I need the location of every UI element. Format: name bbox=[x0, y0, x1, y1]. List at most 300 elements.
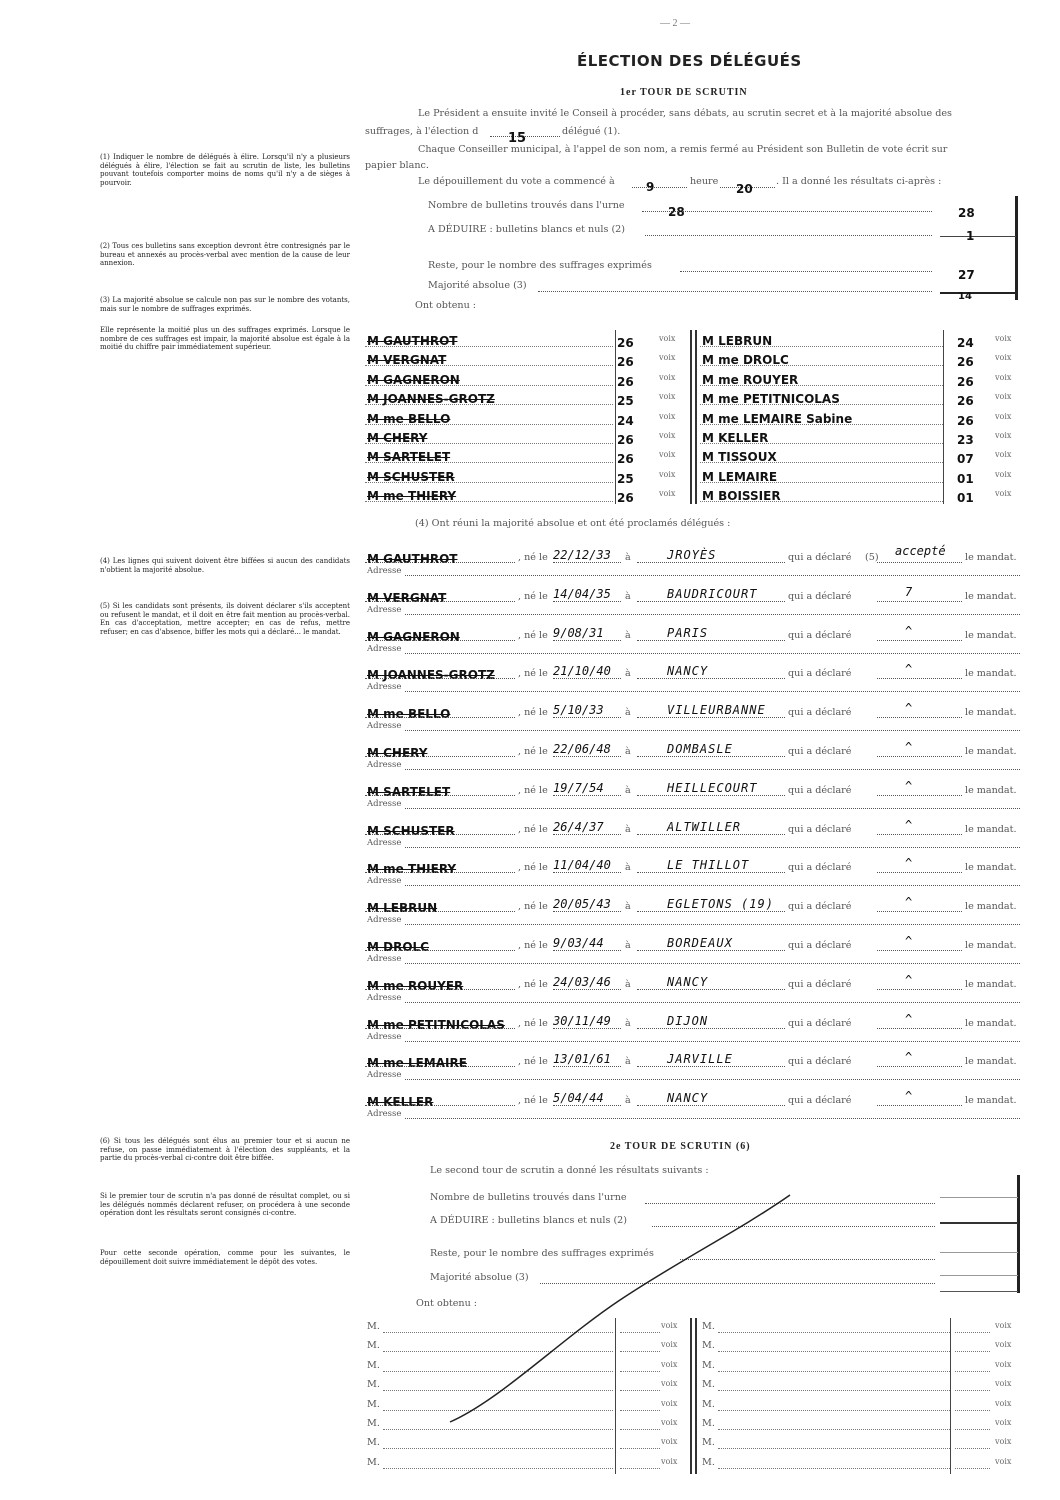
elected-name: M VERGNAT bbox=[367, 590, 447, 605]
count-start-label: Le dépouillement du vote a commencé à bbox=[418, 176, 615, 187]
ballots-value: 28 bbox=[958, 206, 975, 220]
place-line bbox=[637, 989, 785, 990]
declaration-line bbox=[877, 601, 962, 602]
candidate-name: M me PETITNICOLAS bbox=[702, 392, 840, 407]
elected-name: M CHERY bbox=[367, 746, 428, 760]
results-box bbox=[940, 196, 1018, 300]
address-label: Adresse bbox=[367, 566, 402, 576]
mandate-label: le mandat. bbox=[965, 1017, 1017, 1029]
candidate-votes: 26 bbox=[617, 336, 634, 350]
birth-date: 11/04/40 bbox=[553, 858, 611, 873]
declared-label: qui a déclaré bbox=[788, 1095, 852, 1107]
born-label: , né le bbox=[518, 1095, 548, 1107]
place-line bbox=[637, 795, 785, 796]
candidate-name: M CHERY bbox=[367, 431, 428, 445]
round2-results-box bbox=[940, 1175, 1020, 1293]
address-line bbox=[405, 1079, 1020, 1080]
address-label: Adresse bbox=[367, 1070, 402, 1081]
candidate-name: M SCHUSTER bbox=[367, 469, 455, 484]
voix-label: voix bbox=[995, 1456, 1012, 1466]
declaration-line bbox=[877, 872, 962, 873]
round2-m-label: M. bbox=[702, 1456, 715, 1468]
dob-line bbox=[553, 950, 621, 951]
round2-deduct-label: A DÉDUIRE : bulletins blancs et nuls (2) bbox=[430, 1215, 628, 1226]
birth-place: JARVILLE bbox=[667, 1052, 733, 1067]
round2-expressed-label: Reste, pour le nombre des suffrages exprimés bbox=[430, 1248, 654, 1259]
declaration: ^ bbox=[905, 934, 913, 948]
candidate-name: M me THIERY bbox=[367, 489, 457, 504]
declared-label: qui a déclaré bbox=[788, 629, 852, 641]
elected-row bbox=[365, 540, 1020, 578]
candidate-votes: 01 bbox=[957, 491, 974, 506]
mandate-label: le mandat. bbox=[965, 1095, 1017, 1107]
declared-label: qui a déclaré bbox=[788, 1017, 852, 1029]
voix-label: voix bbox=[659, 431, 676, 440]
name-line bbox=[365, 1105, 515, 1106]
declaration: ^ bbox=[905, 701, 913, 716]
birth-place: PARIS bbox=[667, 625, 709, 640]
address-line bbox=[405, 653, 1020, 654]
candidate-votes: 24 bbox=[617, 413, 634, 428]
declaration: ^ bbox=[905, 623, 913, 638]
page-title: ÉLECTION DES DÉLÉGUÉS bbox=[577, 52, 802, 70]
mandate-label: le mandat. bbox=[965, 978, 1017, 990]
voix-label: voix bbox=[995, 1321, 1012, 1330]
intro-line-4: papier blanc. bbox=[365, 160, 429, 171]
voix-label: voix bbox=[661, 1340, 678, 1350]
note-6b: Si le premier tour de scrutin n'a pas donné de résultat complet, ou si les délégués nommés déclarent refuser, on procédera à une seconde opération dont les résultats seront consignés ci-contre. bbox=[100, 1192, 350, 1218]
elected-row bbox=[365, 850, 1020, 888]
birth-place: JROYÈS bbox=[667, 548, 717, 562]
born-label: , né le bbox=[518, 1017, 548, 1029]
candidate-name: M GAUTHROT bbox=[367, 334, 458, 348]
candidate-name: M KELLER bbox=[702, 431, 769, 445]
born-label: , né le bbox=[518, 668, 548, 680]
voix-label: voix bbox=[661, 1359, 678, 1369]
voix-label: voix bbox=[995, 411, 1012, 421]
voix-label: voix bbox=[659, 450, 676, 460]
candidate-votes: 23 bbox=[957, 433, 974, 447]
declared-label: qui a déclaré bbox=[788, 552, 852, 563]
name-line bbox=[365, 717, 515, 718]
candidate-votes: 01 bbox=[957, 471, 974, 486]
proclaimed-label: (4) Ont réuni la majorité absolue et ont été proclamés délégués : bbox=[415, 518, 731, 529]
round2-m-label: M. bbox=[702, 1418, 715, 1429]
mandate-label: le mandat. bbox=[965, 784, 1017, 796]
intro-line-2b: délégué (1). bbox=[562, 126, 621, 137]
place-line bbox=[637, 640, 785, 641]
address-label: Adresse bbox=[367, 682, 402, 693]
mandate-label: le mandat. bbox=[965, 552, 1017, 563]
name-line bbox=[365, 950, 515, 951]
birth-place: DIJON bbox=[667, 1013, 709, 1028]
count-start-tail: . Il a donné les résultats ci-après : bbox=[776, 176, 942, 187]
candidate-votes: 26 bbox=[617, 374, 634, 389]
born-label: , né le bbox=[518, 978, 548, 990]
candidate-votes: 25 bbox=[617, 394, 634, 409]
voix-label: voix bbox=[661, 1379, 678, 1389]
candidate-name: M me BELLO bbox=[367, 411, 451, 426]
elected-list bbox=[365, 540, 1020, 1130]
born-label: , né le bbox=[518, 629, 548, 641]
born-label: , né le bbox=[518, 823, 548, 835]
round2-m-label: M. bbox=[702, 1437, 715, 1449]
mandate-label: le mandat. bbox=[965, 862, 1017, 874]
address-line bbox=[405, 691, 1020, 692]
mandate-label: le mandat. bbox=[965, 746, 1017, 757]
born-label: , né le bbox=[518, 552, 548, 563]
round2-vote-line bbox=[955, 1332, 990, 1333]
born-label: , né le bbox=[518, 940, 548, 951]
obtained-label: Ont obtenu : bbox=[415, 300, 477, 311]
ballots-label: Nombre de bulletins trouvés dans l'urne bbox=[428, 200, 625, 211]
declaration-line bbox=[877, 834, 962, 835]
candidate-votes: 26 bbox=[957, 355, 974, 370]
round2-ballots-label: Nombre de bulletins trouvés dans l'urne bbox=[430, 1192, 627, 1203]
elected-name: M LEBRUN bbox=[367, 901, 438, 916]
at-label: à bbox=[625, 823, 631, 835]
note-4: (4) Les lignes qui suivent doivent être biffées si aucun des candidats n'obtient la majorité absolue. bbox=[100, 557, 350, 574]
voix-label: voix bbox=[995, 1398, 1012, 1408]
round2-vote-line bbox=[955, 1351, 990, 1352]
elected-row bbox=[365, 1083, 1020, 1121]
at-label: à bbox=[625, 552, 631, 563]
note-5: (5) Si les candidats sont présents, ils doivent déclarer s'ils acceptent ou refusent le mandat, et il doit en être fait mention au procès-verbal. En cas d'acceptation, mettre accepter; en cas de refus, mettre refuser; en cas d'absence, biffer les mots qui a déclaré... le mandat. bbox=[100, 602, 350, 636]
round2-row-line bbox=[383, 1468, 613, 1469]
elected-name: M SARTELET bbox=[367, 784, 451, 799]
voix-label: voix bbox=[659, 489, 676, 499]
round2-row-line bbox=[718, 1448, 950, 1449]
declaration: ^ bbox=[905, 1089, 913, 1104]
name-line bbox=[365, 989, 515, 990]
round2-m-label: M. bbox=[367, 1321, 380, 1332]
declaration: ^ bbox=[905, 1050, 913, 1065]
round2-m-label: M. bbox=[367, 1437, 380, 1449]
name-line bbox=[365, 601, 515, 602]
candidate-votes: 26 bbox=[617, 452, 634, 467]
page-number: — 2 — bbox=[660, 18, 690, 29]
place-line bbox=[637, 1066, 785, 1067]
voix-label: voix bbox=[661, 1456, 678, 1466]
hour-label: heure bbox=[690, 176, 719, 187]
address-label: Adresse bbox=[367, 837, 402, 848]
elected-row bbox=[365, 812, 1020, 850]
mandate-label: le mandat. bbox=[965, 940, 1017, 951]
round2-m-label: M. bbox=[702, 1359, 715, 1371]
name-line bbox=[365, 640, 515, 641]
center-rule-2 bbox=[695, 330, 697, 504]
birth-date: 9/08/31 bbox=[553, 625, 604, 640]
name-line bbox=[365, 1028, 515, 1029]
place-line bbox=[637, 1028, 785, 1029]
dob-line bbox=[553, 989, 621, 990]
birth-date: 24/03/46 bbox=[553, 974, 611, 989]
address-label: Adresse bbox=[367, 798, 402, 809]
elected-row bbox=[365, 656, 1020, 694]
candidate-votes: 26 bbox=[617, 355, 634, 370]
elected-name: M me PETITNICOLAS bbox=[367, 1017, 505, 1032]
name-line bbox=[365, 562, 515, 563]
center-rule-1 bbox=[690, 330, 692, 504]
elected-name: M GAUTHROT bbox=[367, 552, 458, 566]
dob-line bbox=[553, 756, 621, 757]
round2-vote-line bbox=[955, 1429, 990, 1430]
birth-date: 13/01/61 bbox=[553, 1052, 611, 1067]
place-line bbox=[637, 756, 785, 757]
birth-date: 14/04/35 bbox=[553, 586, 611, 601]
place-line bbox=[637, 717, 785, 718]
candidate-votes: 24 bbox=[957, 336, 974, 350]
minute-value: 20 bbox=[736, 182, 753, 196]
mandate-label: le mandat. bbox=[965, 590, 1017, 602]
place-line bbox=[637, 872, 785, 873]
dob-line bbox=[553, 1066, 621, 1067]
dob-line bbox=[553, 834, 621, 835]
at-label: à bbox=[625, 590, 631, 602]
address-line bbox=[405, 769, 1020, 770]
round2-vote-line bbox=[955, 1468, 990, 1469]
mandate-label: le mandat. bbox=[965, 901, 1017, 913]
ballots-line bbox=[642, 211, 932, 212]
expressed-label: Reste, pour le nombre des suffrages exprimés bbox=[428, 260, 652, 271]
elected-row bbox=[365, 695, 1020, 733]
elected-row bbox=[365, 1044, 1020, 1082]
round2-vote-line bbox=[955, 1410, 990, 1411]
voix-label: voix bbox=[661, 1398, 678, 1408]
declaration: ^ bbox=[905, 895, 913, 910]
round2-vote-line bbox=[620, 1448, 660, 1449]
round2-row-line bbox=[383, 1448, 613, 1449]
majority-label: Majorité absolue (3) bbox=[428, 280, 527, 291]
elected-name: M DROLC bbox=[367, 940, 429, 954]
dob-line bbox=[553, 795, 621, 796]
candidate-name: M me ROUYER bbox=[702, 372, 799, 387]
majority-value: 14 bbox=[958, 291, 972, 302]
birth-place: NANCY bbox=[667, 974, 709, 989]
place-line bbox=[637, 601, 785, 602]
round2-m-label: M. bbox=[702, 1398, 715, 1410]
round2-m-label: M. bbox=[367, 1359, 380, 1371]
elected-row bbox=[365, 889, 1020, 927]
hour-line bbox=[632, 187, 687, 188]
address-line bbox=[405, 1002, 1020, 1003]
address-label: Adresse bbox=[367, 954, 402, 964]
deduct-value: 1 bbox=[966, 229, 975, 243]
declaration-line bbox=[877, 717, 962, 718]
intro-line-3: Chaque Conseiller municipal, à l'appel de son nom, a remis fermé au Président son Bulletin de vote écrit sur bbox=[418, 144, 948, 155]
name-line bbox=[365, 834, 515, 835]
declaration: ^ bbox=[905, 740, 913, 754]
declared-label: qui a déclaré bbox=[788, 707, 852, 719]
elected-name: M SCHUSTER bbox=[367, 823, 455, 838]
voix-label: voix bbox=[659, 469, 676, 479]
voix-label: voix bbox=[995, 431, 1012, 440]
voix-label: voix bbox=[659, 411, 676, 421]
voix-label: voix bbox=[661, 1321, 678, 1330]
place-line bbox=[637, 911, 785, 912]
dob-line bbox=[553, 911, 621, 912]
birth-date: 22/12/33 bbox=[553, 548, 611, 562]
birth-place: EGLETONS (19) bbox=[667, 897, 774, 912]
mandate-label: le mandat. bbox=[965, 629, 1017, 641]
voix-label: voix bbox=[995, 1359, 1012, 1369]
left-votes-rule bbox=[615, 330, 616, 504]
round2-m-label: M. bbox=[702, 1321, 715, 1332]
birth-date: 20/05/43 bbox=[553, 897, 611, 912]
note-6a: (6) Si tous les délégués sont élus au premier tour et si aucun ne refuse, on passe immédiatement à l'élection des suppléants, et la partie du procès-verbal ci-contre doit être biffée. bbox=[100, 1137, 350, 1163]
born-label: , né le bbox=[518, 707, 548, 719]
address-line bbox=[405, 924, 1020, 925]
name-line bbox=[365, 911, 515, 912]
round2-vote-line bbox=[955, 1448, 990, 1449]
round2-m-label: M. bbox=[702, 1340, 715, 1352]
declared-label: qui a déclaré bbox=[788, 668, 852, 680]
declared-ref: (5) bbox=[865, 552, 879, 563]
round2-m-label: M. bbox=[702, 1379, 715, 1391]
at-label: à bbox=[625, 940, 631, 951]
ballots-inline: 28 bbox=[668, 205, 685, 219]
declaration: ^ bbox=[905, 778, 913, 793]
birth-place: DOMBASLE bbox=[667, 742, 733, 756]
at-label: à bbox=[625, 707, 631, 719]
declared-label: qui a déclaré bbox=[788, 746, 852, 757]
address-line bbox=[405, 963, 1020, 964]
candidate-name: M TISSOUX bbox=[702, 450, 777, 465]
expressed-line bbox=[680, 271, 932, 272]
birth-date: 9/03/44 bbox=[553, 936, 604, 950]
candidate-votes: 26 bbox=[957, 413, 974, 428]
birth-place: VILLEURBANNE bbox=[667, 703, 766, 718]
declared-label: qui a déclaré bbox=[788, 1056, 852, 1068]
at-label: à bbox=[625, 901, 631, 913]
born-label: , né le bbox=[518, 862, 548, 874]
declaration-line bbox=[877, 756, 962, 757]
at-label: à bbox=[625, 862, 631, 874]
name-line bbox=[365, 1066, 515, 1067]
elected-row bbox=[365, 928, 1020, 966]
elected-name: M GAGNERON bbox=[367, 629, 460, 644]
dob-line bbox=[553, 872, 621, 873]
intro-line-1: Le Président a ensuite invité le Conseil à procéder, sans débats, au scrutin secret et à la majorité absolue des bbox=[418, 108, 952, 119]
round2-m-label: M. bbox=[367, 1379, 380, 1391]
note-3a: (3) La majorité absolue se calcule non pas sur le nombre des votants, mais sur le nombre de suffrages exprimés. bbox=[100, 296, 350, 313]
voix-label: voix bbox=[995, 469, 1012, 479]
declaration: ^ bbox=[905, 856, 913, 871]
birth-place: LE THILLOT bbox=[667, 858, 750, 873]
voix-label: voix bbox=[995, 372, 1012, 382]
note-3b: Elle représente la moitié plus un des suffrages exprimés. Lorsque le nombre de ces suffrages est impair, la majorité absolue est égale à la moitié du chiffre pair immédiatement supérieur. bbox=[100, 326, 350, 352]
voix-label: voix bbox=[659, 353, 676, 363]
declared-label: qui a déclaré bbox=[788, 784, 852, 796]
right-votes-rule bbox=[943, 330, 944, 504]
elected-name: M me THIERY bbox=[367, 862, 457, 877]
birth-place: BAUDRICOURT bbox=[667, 586, 758, 601]
voix-label: voix bbox=[661, 1437, 678, 1447]
declaration-line bbox=[877, 1105, 962, 1106]
at-label: à bbox=[625, 1017, 631, 1029]
birth-date: 30/11/49 bbox=[553, 1013, 611, 1028]
deduct-line bbox=[645, 235, 932, 236]
place-line bbox=[637, 562, 785, 563]
candidate-votes: 26 bbox=[617, 433, 634, 447]
elected-name: M JOANNES-GROTZ bbox=[367, 668, 495, 683]
at-label: à bbox=[625, 978, 631, 990]
dob-line bbox=[553, 601, 621, 602]
candidate-name: M JOANNES-GROTZ bbox=[367, 392, 495, 407]
round2-m-label: M. bbox=[367, 1398, 380, 1410]
born-label: , né le bbox=[518, 1056, 548, 1068]
declaration-line bbox=[877, 950, 962, 951]
name-line bbox=[365, 795, 515, 796]
voix-label: voix bbox=[995, 353, 1012, 363]
declaration: ^ bbox=[905, 1011, 913, 1026]
round2-obtained-label: Ont obtenu : bbox=[416, 1298, 478, 1309]
note-2: (2) Tous ces bulletins sans exception devront être contresignés par le bureau et annexés au procès-verbal avec mention de la cause de leur annexion. bbox=[100, 242, 350, 268]
candidate-name: M me DROLC bbox=[702, 353, 789, 368]
voix-label: voix bbox=[995, 489, 1012, 499]
intro-line-2a: suffrages, à l'élection d bbox=[365, 126, 479, 137]
round2-heading: 2e TOUR DE SCRUTIN (6) bbox=[610, 1141, 751, 1152]
address-line bbox=[405, 614, 1020, 615]
dob-line bbox=[553, 717, 621, 718]
candidate-votes: 26 bbox=[617, 491, 634, 506]
candidate-name: M me LEMAIRE Sabine bbox=[702, 411, 853, 426]
at-label: à bbox=[625, 1056, 631, 1068]
delegates-count: 15 bbox=[508, 131, 527, 146]
elected-row bbox=[365, 734, 1020, 772]
declaration-line bbox=[877, 989, 962, 990]
voix-label: voix bbox=[995, 334, 1012, 343]
elected-name: M me BELLO bbox=[367, 707, 451, 722]
round2-m-label: M. bbox=[367, 1456, 380, 1468]
birth-date: 26/4/37 bbox=[553, 819, 604, 834]
birth-place: NANCY bbox=[667, 664, 709, 679]
address-line bbox=[405, 575, 1020, 576]
birth-date: 19/7/54 bbox=[553, 780, 604, 795]
declared-label: qui a déclaré bbox=[788, 940, 852, 951]
elected-row bbox=[365, 773, 1020, 811]
note-6c: Pour cette seconde opération, comme pour les suivantes, le dépouillement doit suivre immédiatement le dépôt des votes. bbox=[100, 1249, 350, 1266]
voix-label: voix bbox=[995, 392, 1012, 402]
declaration: ^ bbox=[905, 817, 913, 832]
name-line bbox=[365, 872, 515, 873]
voix-label: voix bbox=[995, 1418, 1012, 1427]
address-label: Adresse bbox=[367, 760, 402, 770]
declared-label: qui a déclaré bbox=[788, 862, 852, 874]
candidate-votes: 25 bbox=[617, 471, 634, 486]
name-line bbox=[365, 756, 515, 757]
birth-place: BORDEAUX bbox=[667, 936, 733, 950]
dob-line bbox=[553, 1105, 621, 1106]
address-line bbox=[405, 1041, 1020, 1042]
expressed-value: 27 bbox=[958, 268, 975, 282]
round2-vote-line bbox=[955, 1390, 990, 1391]
round2-row-line bbox=[718, 1468, 950, 1469]
at-label: à bbox=[625, 1095, 631, 1107]
place-line bbox=[637, 950, 785, 951]
dob-line bbox=[553, 562, 621, 563]
mandate-label: le mandat. bbox=[965, 707, 1017, 719]
address-label: Adresse bbox=[367, 1031, 402, 1042]
declaration-line bbox=[877, 562, 962, 563]
declaration-line bbox=[877, 640, 962, 641]
address-label: Adresse bbox=[367, 992, 402, 1003]
born-label: , né le bbox=[518, 590, 548, 602]
born-label: , né le bbox=[518, 784, 548, 796]
round2-intro: Le second tour de scrutin a donné les résultats suivants : bbox=[430, 1165, 709, 1176]
voix-label: voix bbox=[659, 392, 676, 402]
at-label: à bbox=[625, 668, 631, 680]
